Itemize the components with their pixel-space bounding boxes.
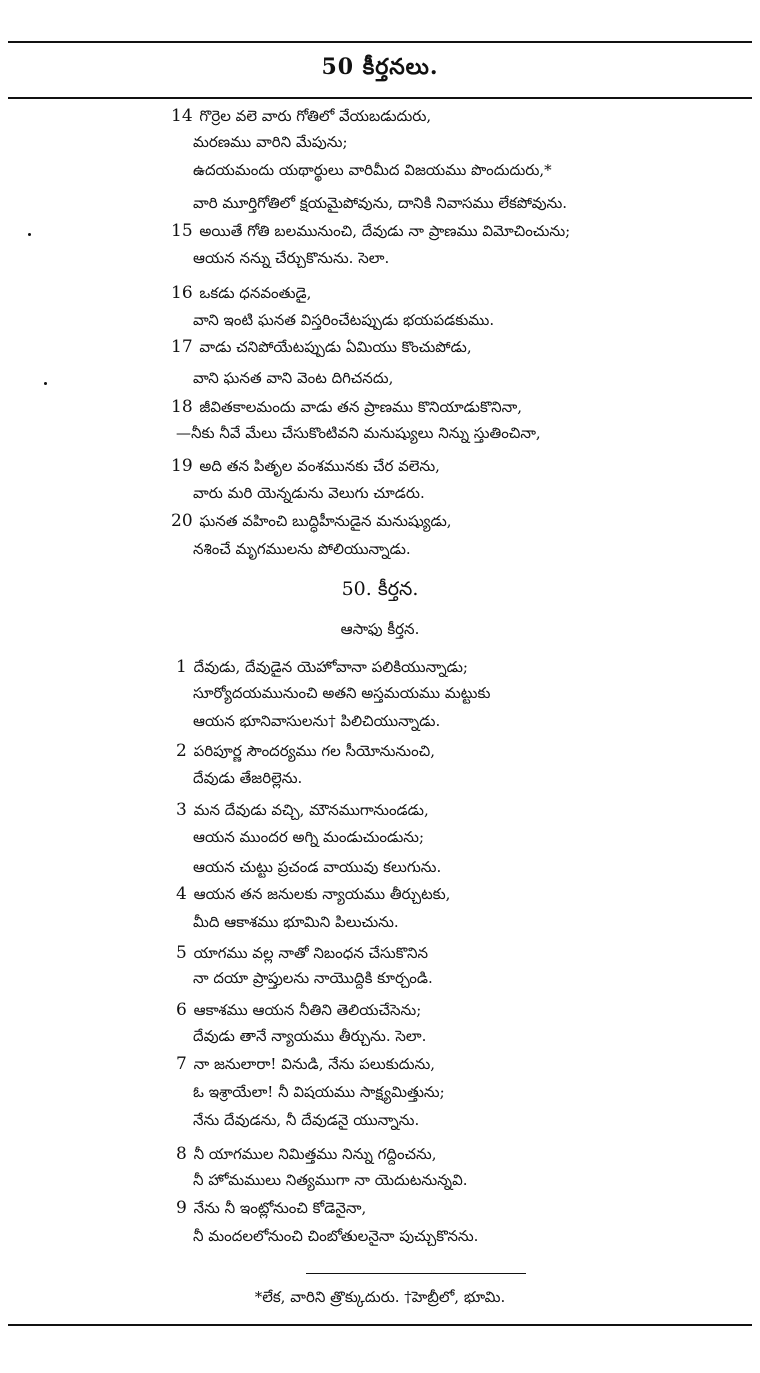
verse-line: 7 నా జనులారా! వినుడి, నేను పలుకుదును, (176, 1054, 436, 1074)
psalm-subtitle: ఆసాఫు కీర్తన. (340, 620, 420, 638)
verse-line: వాని ఘనత వాని వెంట దిగిచనదు, (193, 369, 394, 387)
footnote-rule (306, 1273, 526, 1274)
verse-line: 15 అయితే గోతి బలమునుంచి, దేవుడు నా ప్రాణము విమోచించును; (171, 221, 571, 241)
psalm-title: 50. కీర్తన. (341, 578, 419, 600)
verse-line: —నీకు నీవే మేలు చేసుకొంటివని మనుష్యులు నిన్ను స్తుతించినా, (176, 424, 541, 442)
verse-line: ఓ ఇశ్రాయేలా! నీ విషయము సాక్ష్యమిత్తును; (193, 1083, 445, 1101)
verse-line: వారి మూర్తిగోతిలో క్షయమైపోవును, దానికి నివాసము లేకపోవును. (193, 194, 568, 212)
verse-line: 6 ఆకాశము ఆయన నీతిని తెలియచేసెను; (176, 1000, 422, 1020)
verse-line: దేవుడు తానే న్యాయము తీర్చును. సెలా. (193, 1027, 427, 1045)
verse-line: 5 యాగము వల్ల నాతో నిబంధన చేసుకొనిన (176, 943, 429, 963)
verse-line: నీ మందలలోనుంచి చింబోతులనైనా పుచ్చుకొనను. (193, 1227, 479, 1245)
verse-line: నా దయా ప్రాప్తులను నాయొద్దికి కూర్చండి. (193, 969, 433, 987)
verse-line: ఆయన నన్ను చేర్చుకొనును. సెలా. (193, 249, 390, 267)
verse-line: వాని ఇంటి ఘనత విస్తరించేటప్పుడు భయపడకుము. (193, 311, 495, 329)
top-rule (8, 41, 752, 43)
verse-line: 2 పరిపూర్ణ సౌందర్యము గల సీయోనునుంచి, (176, 741, 435, 761)
running-head: 50 కీర్తనలు. (321, 54, 439, 80)
verse-line: 19 అది తన పితృల వంశమునకు చేర వలెను, (171, 456, 440, 476)
verse-line: 14 గొర్రెల వలె వారు గోతిలో వేయబడుదురు, (171, 106, 432, 126)
verse-line: నశించే మృగములను పోలియున్నాడు. (193, 540, 411, 558)
verse-line: 3 మన దేవుడు వచ్చి, మౌనముగానుండడు, (176, 800, 429, 820)
verse-line: నేను దేవుడను, నీ దేవుడనై యున్నాను. (193, 1111, 420, 1129)
verse-line: ఆయన ముందర అగ్ని మండుచుండును; (193, 828, 425, 846)
verse-line: ఉదయమందు యథార్థులు వారిమీద విజయము పొందుదురు,* (193, 161, 552, 179)
verse-line: నీ హోమములు నిత్యముగా నా యెదుటనున్నవి. (193, 1171, 468, 1189)
verse-line: 1 దేవుడు, దేవుడైన యెహోవానా పలికియున్నాడు; (176, 657, 468, 677)
header-rule (8, 97, 752, 99)
verse-line: 9 నేను నీ ఇంట్లోనుంచి కోడెనైనా, (176, 1198, 367, 1218)
margin-dot (28, 233, 31, 236)
verse-line: ఆయన చుట్టు ప్రచండ వాయువు కలుగును. (193, 858, 442, 876)
verse-line: 18 జీవితకాలమందు వాడు తన ప్రాణము కొనియాడుకొనినా, (171, 397, 523, 417)
bottom-rule (8, 1324, 752, 1326)
verse-line: సూర్యోదయమునుంచి అతని అస్తమయము మట్టుకు (193, 684, 491, 702)
margin-dot (44, 382, 47, 385)
verse-line: వారు మరి యెన్నడును వెలుగు చూడరు. (193, 484, 425, 502)
verse-line: 4 ఆయన తన జనులకు న్యాయము తీర్చుటకు, (176, 884, 451, 904)
verse-line: మరణము వారిని మేపును; (193, 133, 348, 151)
verse-line: ఆయన భూనివాసులను† పిలిచియున్నాడు. (193, 712, 441, 730)
verse-line: 20 ఘనత వహించి బుద్ధిహీనుడైన మనుష్యుడు, (171, 511, 452, 531)
verse-line: 16 ఒకడు ధనవంతుడై, (171, 283, 312, 303)
verse-line: 17 వాడు చనిపోయేటప్పుడు ఏమియు కొంచుపోడు, (171, 337, 472, 357)
verse-line: మీది ఆకాశము భూమిని పిలుచును. (193, 913, 399, 931)
verse-line: దేవుడు తేజరిల్లెను. (193, 769, 303, 787)
verse-line: 8 నీ యాగముల నిమిత్తము నిన్ను గద్దించను, (176, 1144, 437, 1164)
footnote: *లేక, వారిని త్రొక్కుదురు. †హెబ్రీలో, భూమి. (254, 1288, 506, 1306)
